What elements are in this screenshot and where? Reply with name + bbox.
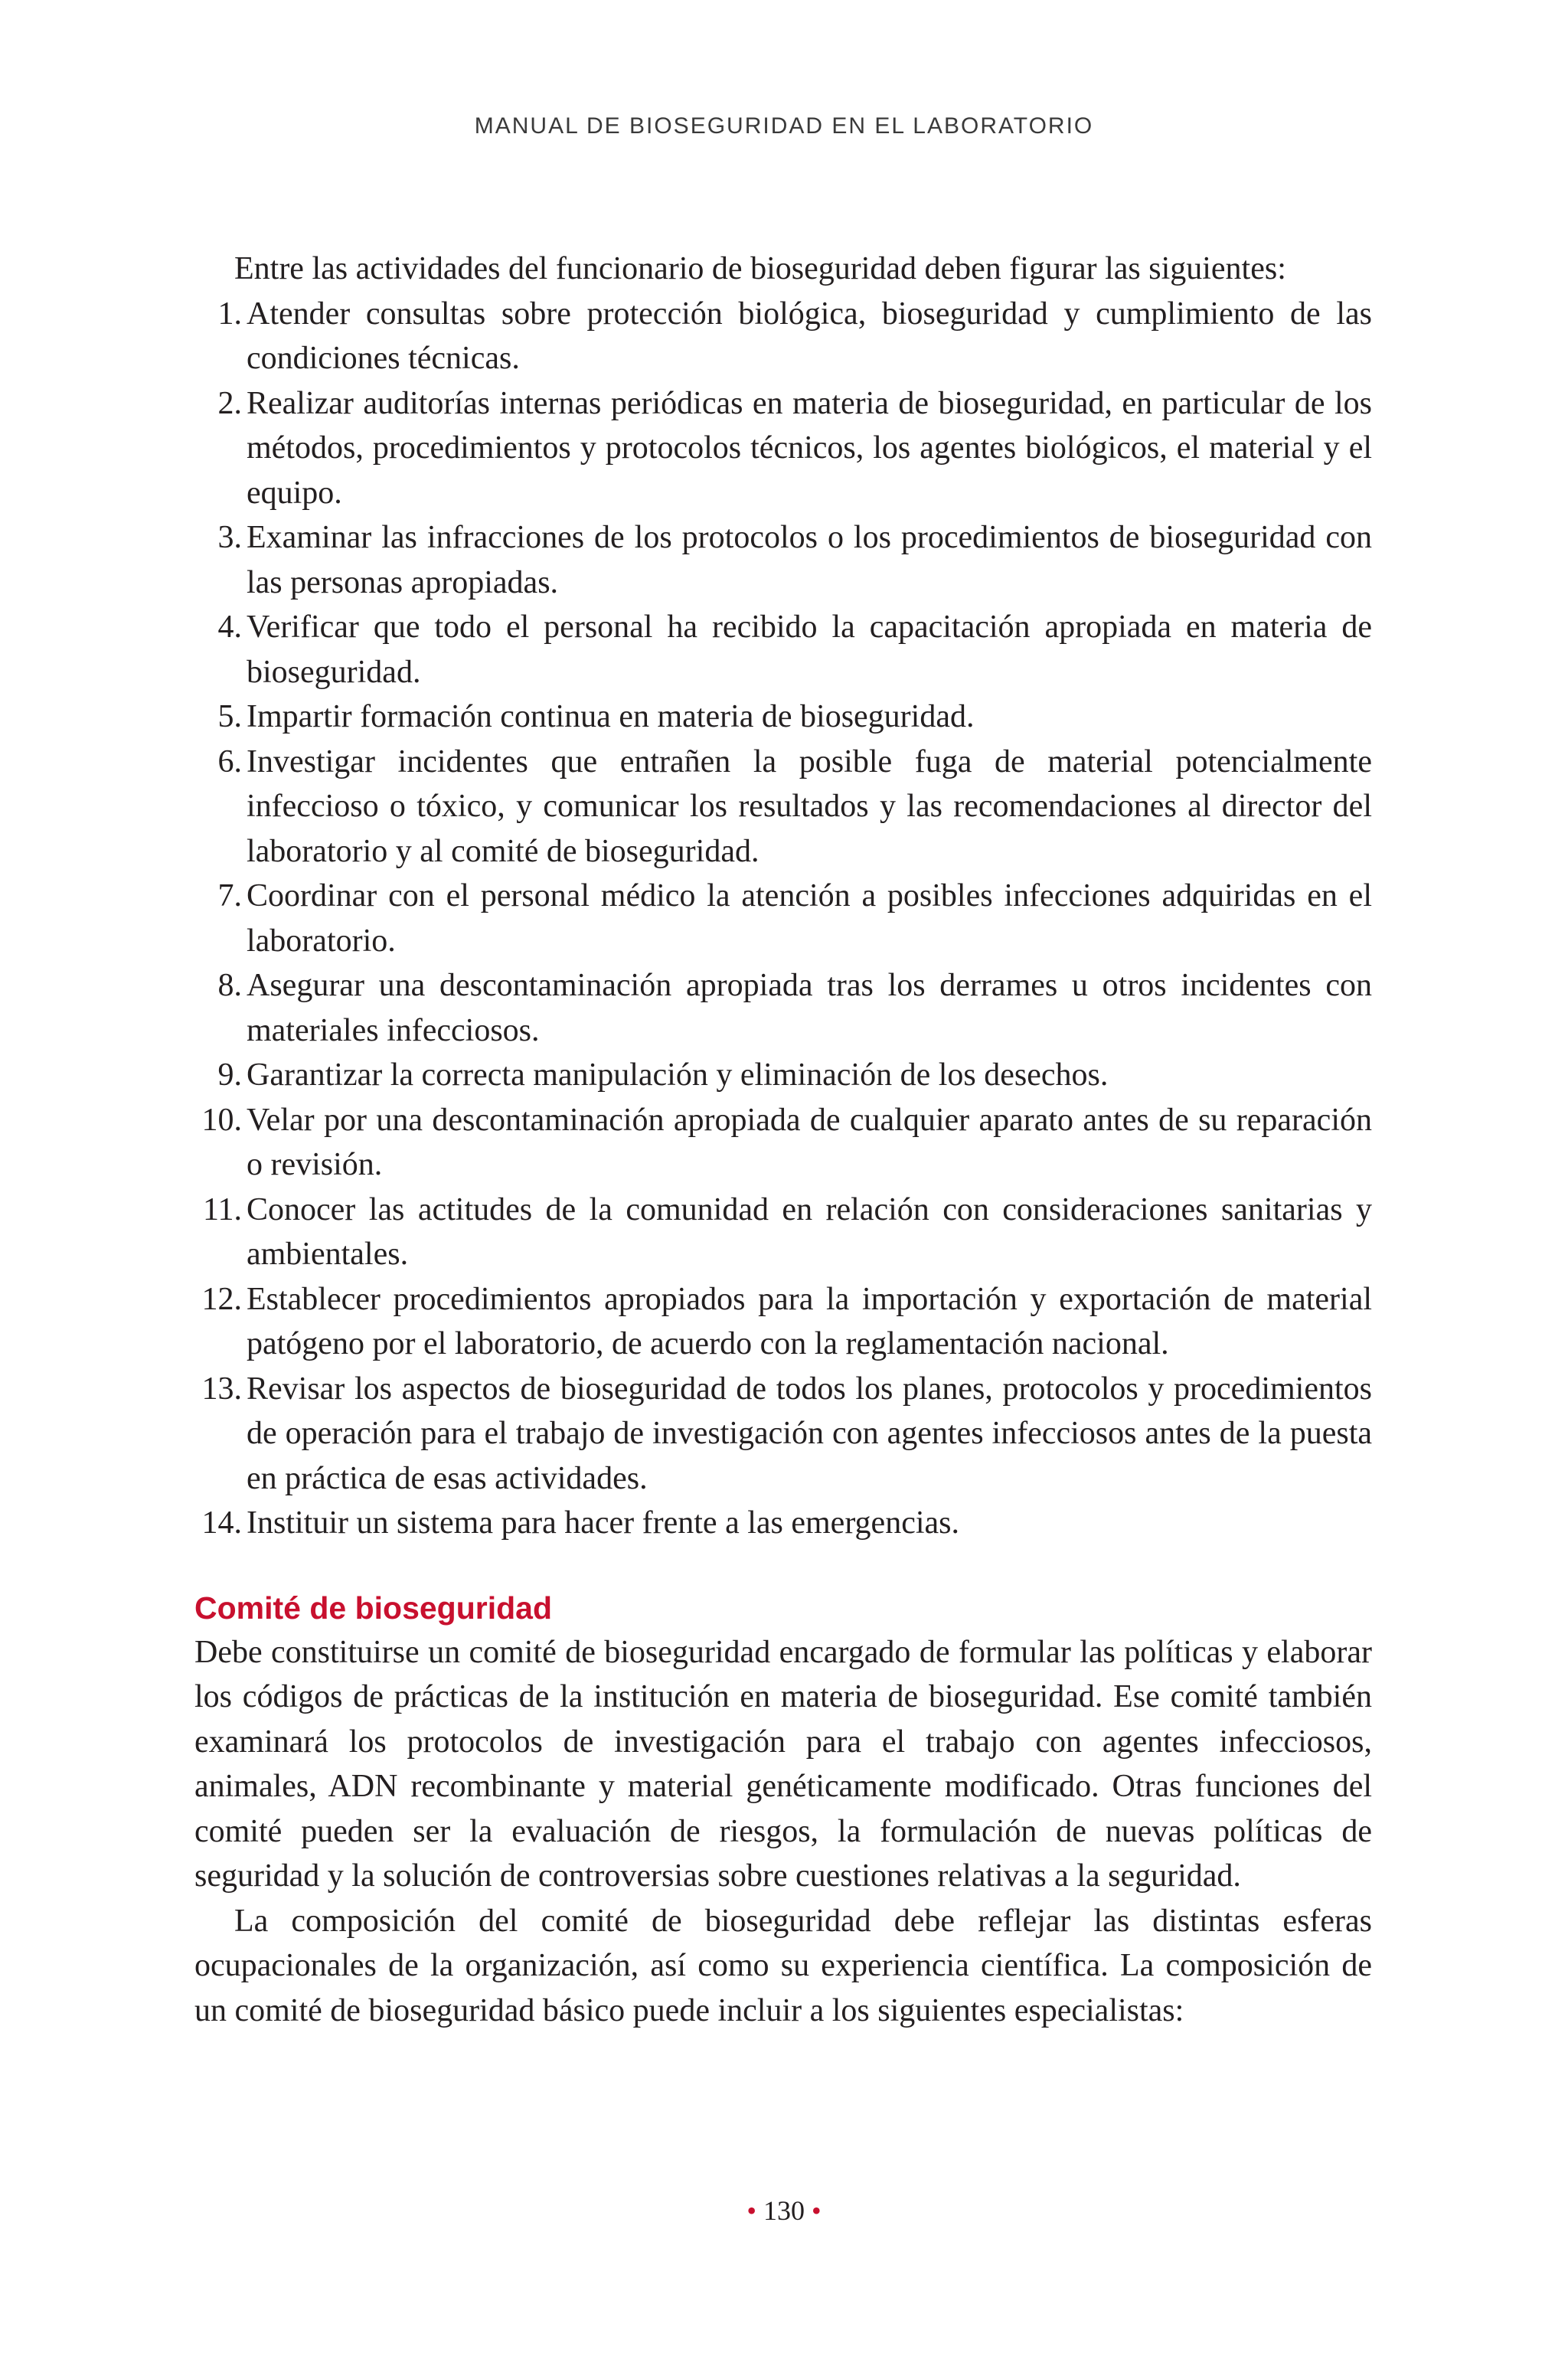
list-item [194, 292, 1372, 381]
list-item-text: Coordinar con el personal médico la atención a posibles infecciones adquiridas en el laboratorio. [247, 878, 1372, 959]
list-number: 3. [217, 520, 242, 555]
list-number: 13. [201, 1371, 242, 1407]
list-number: 6. [217, 743, 242, 779]
list-item [194, 381, 1372, 516]
page-number-value: 130 [763, 2195, 805, 2226]
list-item-text: Garantizar la correcta manipulación y eliminación de los desechos. [247, 1057, 1109, 1093]
page-number-bullet-left: • [746, 2195, 756, 2226]
list-item [194, 694, 1372, 740]
section-paragraph: Debe constituirse un comité de bioseguridad encargado de formular las políticas y elaborar los códigos de prácticas de la institución en materia de bioseguridad. Ese comité también examinará los protocolos de investigación para el trabajo con agentes infecciosos, animales, ADN recombinante y material genéticamente modificado. Otras funciones del comité pueden ser la evaluación de riesgos, la formulación de nuevas políticas de seguridad y la solución de controversias sobre cuestiones relativas a la seguridad. [194, 1634, 1372, 1894]
list-item-text: Instituir un sistema para hacer frente a las emergencias. [247, 1505, 959, 1541]
list-number: 7. [217, 878, 242, 913]
page-content [194, 247, 1372, 2033]
list-item-text: Conocer las actitudes de la comunidad en relación con consideraciones sanitarias y ambientales. [247, 1191, 1372, 1272]
intro-paragraph: Entre las actividades del funcionario de bioseguridad deben figurar las siguientes: [234, 251, 1286, 286]
section-paragraph: La composición del comité de bioseguridad debe reflejar las distintas esferas ocupacionales de la organización, así como su experiencia científica. La composición de un comité de bioseguridad básico puede incluir a los siguientes especialistas: [194, 1903, 1372, 2028]
list-item-text: Examinar las infracciones de los protocolos o los procedimientos de bioseguridad con las personas apropiadas. [247, 520, 1372, 600]
list-number: 12. [201, 1281, 242, 1317]
list-item [194, 1188, 1372, 1277]
list-item-text: Investigar incidentes que entrañen la posible fuga de material potencialmente infeccioso o tóxico, y comunicar los resultados y las recomendaciones al director del laboratorio y al comité de bioseguridad. [247, 743, 1372, 869]
page-number [0, 2194, 1568, 2227]
list-number: 14. [201, 1505, 242, 1541]
list-number: 2. [217, 385, 242, 421]
list-item-text: Revisar los aspectos de bioseguridad de todos los planes, protocolos y procedimientos de operación para el trabajo de investigación con agentes infecciosos antes de la puesta en práctica de esas actividades. [247, 1371, 1372, 1496]
list-item-text: Impartir formación continua en materia de bioseguridad. [247, 699, 975, 734]
list-item [194, 605, 1372, 694]
list-item [194, 963, 1372, 1053]
list-item [194, 515, 1372, 605]
page-number-bullet-right: • [812, 2195, 822, 2226]
list-item-text: Realizar auditorías internas periódicas en materia de bioseguridad, en particular de los métodos, procedimientos y protocolos técnicos, los agentes biológicos, el material y el equipo. [247, 385, 1372, 511]
list-item-text: Velar por una descontaminación apropiada de cualquier aparato antes de su reparación o revisión. [247, 1102, 1372, 1182]
list-number: 1. [217, 296, 242, 332]
section-heading: Comité de bioseguridad [194, 1590, 552, 1626]
list-number: 5. [217, 699, 242, 734]
list-number: 4. [217, 609, 242, 645]
list-item-text: Atender consultas sobre protección biológica, bioseguridad y cumplimiento de las condiciones técnicas. [247, 296, 1372, 376]
list-item [194, 740, 1372, 874]
list-item [194, 1098, 1372, 1188]
list-item [194, 1053, 1372, 1098]
list-number: 11. [203, 1191, 242, 1227]
list-item-text: Establecer procedimientos apropiados para la importación y exportación de material patógeno por el laboratorio, de acuerdo con la reglamentación nacional. [247, 1281, 1372, 1361]
running-header: MANUAL DE BIOSEGURIDAD EN EL LABORATORIO [474, 113, 1094, 139]
list-item [194, 1277, 1372, 1367]
list-number: 10. [201, 1102, 242, 1138]
list-number: 8. [217, 968, 242, 1003]
list-item [194, 1501, 1372, 1546]
list-number: 9. [217, 1057, 242, 1093]
activities-list [194, 292, 1372, 1546]
list-item [194, 874, 1372, 963]
list-item [194, 1367, 1372, 1502]
list-item-text: Verificar que todo el personal ha recibido la capacitación apropiada en materia de bioseguridad. [247, 609, 1372, 690]
list-item-text: Asegurar una descontaminación apropiada tras los derrames u otros incidentes con materiales infecciosos. [247, 968, 1372, 1048]
